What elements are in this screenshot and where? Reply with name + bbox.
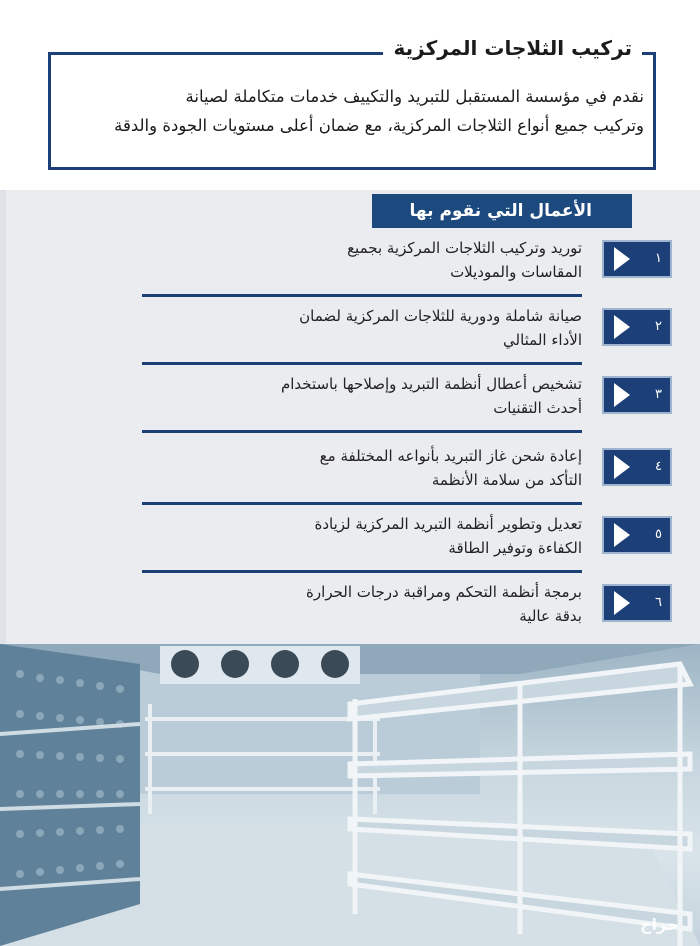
service-text [152, 236, 582, 284]
service-text-line-2: المقاسات والموديلات [450, 263, 582, 281]
service-number-badge [602, 240, 672, 278]
intro-title: تركيب الثلاجات المركزية [383, 34, 642, 62]
service-text-line-2: التأكد من سلامة الأنظمة [431, 471, 582, 489]
services-title: الأعمال التي نقوم بها [372, 194, 632, 228]
service-text-line-1: صيانة شاملة ودورية للثلاجات المركزية لضمان [299, 307, 582, 325]
service-number: ٢ [655, 319, 662, 334]
service-number: ٤ [655, 459, 662, 474]
service-item-2 [112, 308, 672, 378]
play-arrow-icon [614, 247, 630, 271]
service-text-line-1: تشخيص أعطال أنظمة التبريد وإصلاحها باستخدام [280, 375, 582, 393]
service-item-4 [112, 448, 672, 518]
service-text-line-2: أحدث التقنيات [493, 399, 582, 417]
service-item-5 [112, 516, 672, 586]
play-arrow-icon [614, 591, 630, 615]
service-text [152, 580, 582, 628]
service-text [152, 304, 582, 352]
fan-icon [321, 650, 349, 678]
divider [142, 362, 582, 365]
services-section [0, 190, 700, 644]
intro-section [0, 0, 700, 190]
play-arrow-icon [614, 455, 630, 479]
service-number: ٥ [655, 527, 662, 542]
service-text-line-2: بدقة عالية [519, 607, 582, 625]
service-text [152, 372, 582, 420]
watermark: حراج [640, 915, 679, 934]
service-text-line-1: توريد وتركيب الثلاجات المركزية بجميع [347, 239, 582, 257]
play-arrow-icon [614, 315, 630, 339]
divider [142, 430, 582, 433]
service-number-badge [602, 448, 672, 486]
service-text-line-1: تعديل وتطوير أنظمة التبريد المركزية لزيادة [314, 515, 582, 533]
service-text-line-2: الكفاءة وتوفير الطاقة [448, 539, 582, 557]
intro-line-1: نقدم في مؤسسة المستقبل للتبريد والتكييف خدمات متكاملة لصيانة [185, 87, 644, 106]
cold-room-photo [0, 644, 700, 946]
service-text [152, 444, 582, 492]
service-number-badge [602, 376, 672, 414]
intro-text [44, 82, 644, 140]
service-text-line-1: إعادة شحن غاز التبريد بأنواعه المختلفة مع [319, 447, 582, 465]
cold-room-illustration [0, 644, 700, 946]
service-item-3 [112, 376, 672, 446]
service-text-line-2: الأداء المثالي [503, 331, 582, 349]
service-number: ١ [655, 251, 662, 266]
intro-line-2: وتركيب جميع أنواع الثلاجات المركزية، مع ضمان أعلى مستويات الجودة والدقة [114, 116, 644, 135]
service-item-1 [112, 240, 672, 310]
service-number-badge [602, 308, 672, 346]
service-number-badge [602, 516, 672, 554]
fan-icon [271, 650, 299, 678]
play-arrow-icon [614, 383, 630, 407]
service-number: ٣ [655, 387, 662, 402]
service-text-line-1: برمجة أنظمة التحكم ومراقبة درجات الحرارة [306, 583, 582, 601]
fan-icon [171, 650, 199, 678]
service-number: ٦ [655, 595, 662, 610]
divider [142, 570, 582, 573]
service-text [152, 512, 582, 560]
divider [142, 502, 582, 505]
divider [142, 294, 582, 297]
fan-icon [221, 650, 249, 678]
play-arrow-icon [614, 523, 630, 547]
service-number-badge [602, 584, 672, 622]
